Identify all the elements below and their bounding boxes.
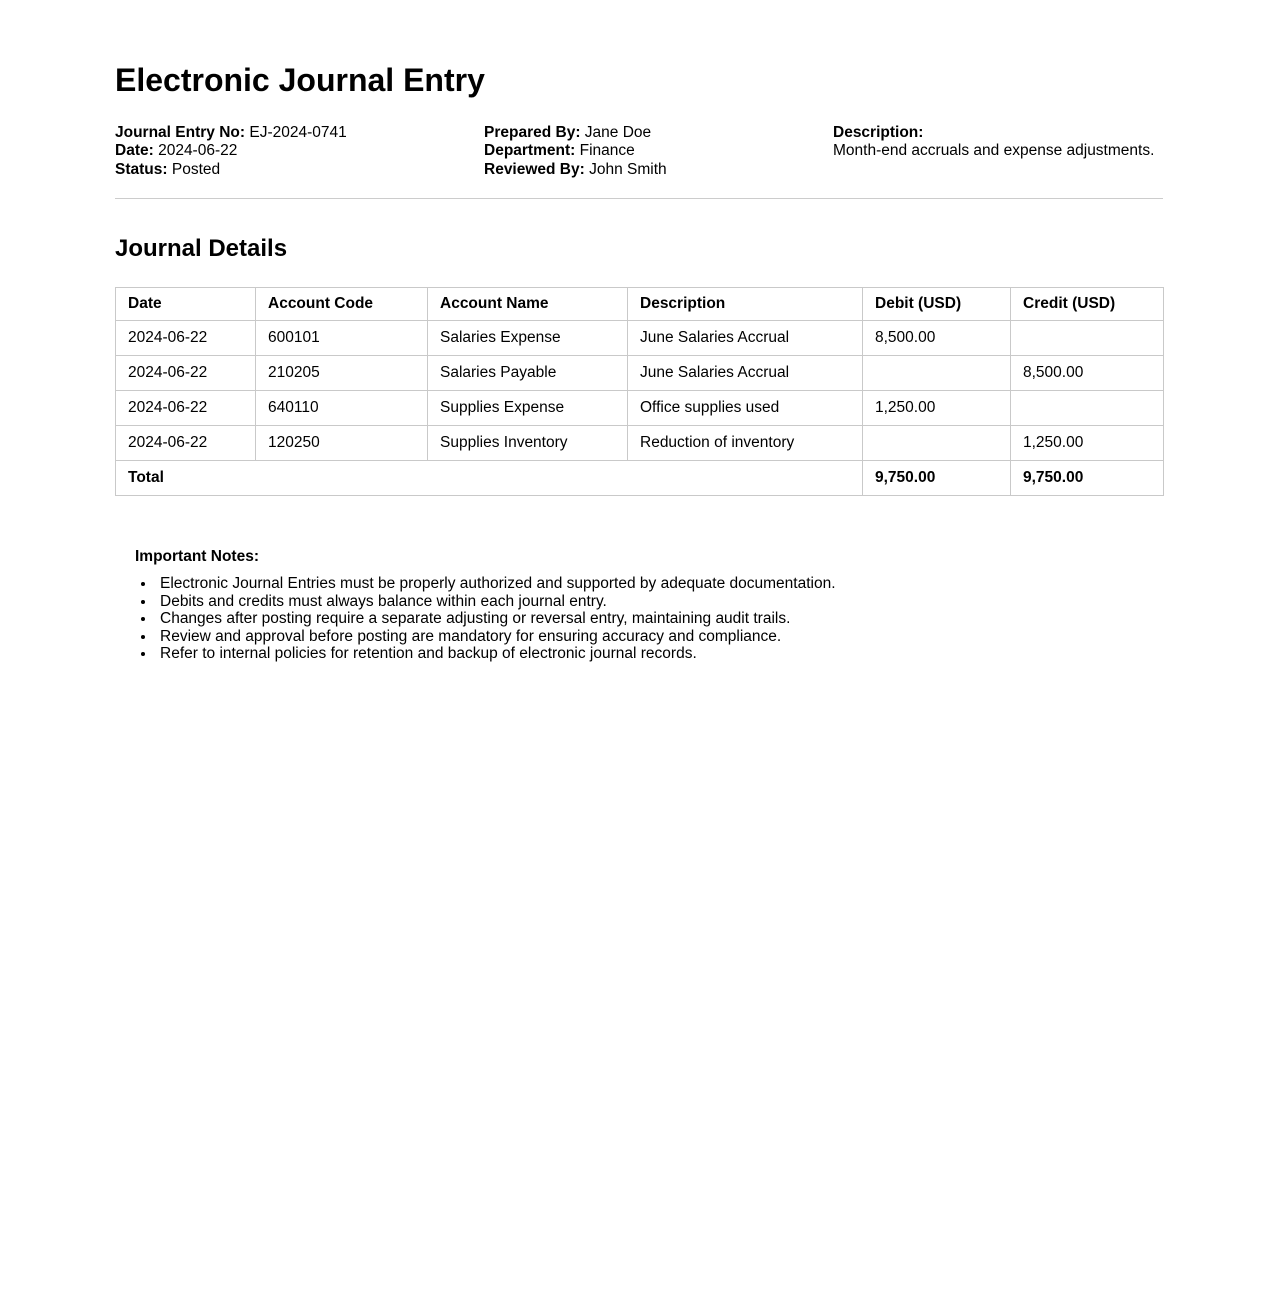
status-label: Status: [115, 160, 168, 178]
table-row [116, 321, 1164, 356]
journal-entry-no-value: EJ-2024-0741 [249, 123, 347, 141]
cell-debit: 8,500.00 [863, 321, 1011, 356]
note-item: • Refer to internal policies for retention and backup of electronic journal records. [156, 645, 1163, 663]
metadata-column-right [833, 124, 1163, 180]
notes-heading: Important Notes: [135, 548, 259, 566]
note-item: • Electronic Journal Entries must be properly authorized and supported by adequate documentation. [156, 575, 1163, 593]
total-label: Total [116, 461, 863, 496]
column-header-date: Date [116, 288, 256, 321]
cell-debit [863, 356, 1011, 391]
cell-account-code: 120250 [256, 426, 428, 461]
department-label: Department: [484, 142, 576, 160]
cell-date: 2024-06-22 [116, 426, 256, 461]
cell-account-name: Salaries Expense [428, 321, 628, 356]
table-header-row [116, 288, 1164, 321]
cell-account-name: Supplies Inventory [428, 426, 628, 461]
page-title: Electronic Journal Entry [115, 62, 485, 98]
cell-description: Office supplies used [628, 391, 863, 426]
cell-date: 2024-06-22 [116, 391, 256, 426]
metadata-column-middle [484, 124, 833, 180]
journal-entry-no-label: Journal Entry No: [115, 123, 246, 141]
metadata-section [115, 124, 1163, 180]
description-value: Month-end accruals and expense adjustments. [833, 142, 1155, 160]
cell-account-code: 210205 [256, 356, 428, 391]
cell-account-name: Salaries Payable [428, 356, 628, 391]
journal-details-table [115, 287, 1164, 496]
date-row [115, 142, 484, 161]
column-header-account-code: Account Code [256, 288, 428, 321]
cell-description: June Salaries Accrual [628, 321, 863, 356]
cell-credit: 1,250.00 [1011, 426, 1164, 461]
prepared-by-row [484, 124, 833, 143]
cell-account-name: Supplies Expense [428, 391, 628, 426]
department-row [484, 142, 833, 161]
notes-section [135, 548, 1163, 663]
column-header-debit: Debit (USD) [863, 288, 1011, 321]
header-divider [115, 198, 1163, 199]
column-header-account-name: Account Name [428, 288, 628, 321]
reviewed-by-value: John Smith [589, 160, 667, 178]
total-credit: 9,750.00 [1011, 461, 1164, 496]
journal-entry-no-row [115, 124, 484, 143]
table-row [116, 391, 1164, 426]
metadata-column-left [115, 124, 484, 180]
table-total-row [116, 461, 1164, 496]
journal-details-heading: Journal Details [115, 235, 288, 263]
cell-date: 2024-06-22 [116, 356, 256, 391]
cell-credit [1011, 321, 1164, 356]
cell-debit [863, 426, 1011, 461]
note-item: • Review and approval before posting are mandatory for ensuring accuracy and compliance. [156, 628, 1163, 646]
cell-account-code: 640110 [256, 391, 428, 426]
table-row [116, 426, 1164, 461]
cell-description: June Salaries Accrual [628, 356, 863, 391]
reviewed-by-row [484, 161, 833, 180]
date-label: Date: [115, 142, 154, 160]
reviewed-by-label: Reviewed By: [484, 160, 585, 178]
prepared-by-value: Jane Doe [584, 123, 652, 141]
cell-date: 2024-06-22 [116, 321, 256, 356]
description-label: Description: [833, 123, 924, 141]
date-value: 2024-06-22 [158, 142, 238, 160]
department-value: Finance [579, 142, 635, 160]
cell-credit: 8,500.00 [1011, 356, 1164, 391]
cell-debit: 1,250.00 [863, 391, 1011, 426]
cell-credit [1011, 391, 1164, 426]
status-row [115, 161, 484, 180]
note-item: • Changes after posting require a separate adjusting or reversal entry, maintaining audit trails. [156, 610, 1163, 628]
column-header-description: Description [628, 288, 863, 321]
total-debit: 9,750.00 [863, 461, 1011, 496]
cell-account-code: 600101 [256, 321, 428, 356]
note-item: • Debits and credits must always balance within each journal entry. [156, 593, 1163, 611]
notes-list [135, 575, 1163, 663]
prepared-by-label: Prepared By: [484, 123, 581, 141]
column-header-credit: Credit (USD) [1011, 288, 1164, 321]
status-value: Posted [171, 160, 221, 178]
table-row [116, 356, 1164, 391]
cell-description: Reduction of inventory [628, 426, 863, 461]
